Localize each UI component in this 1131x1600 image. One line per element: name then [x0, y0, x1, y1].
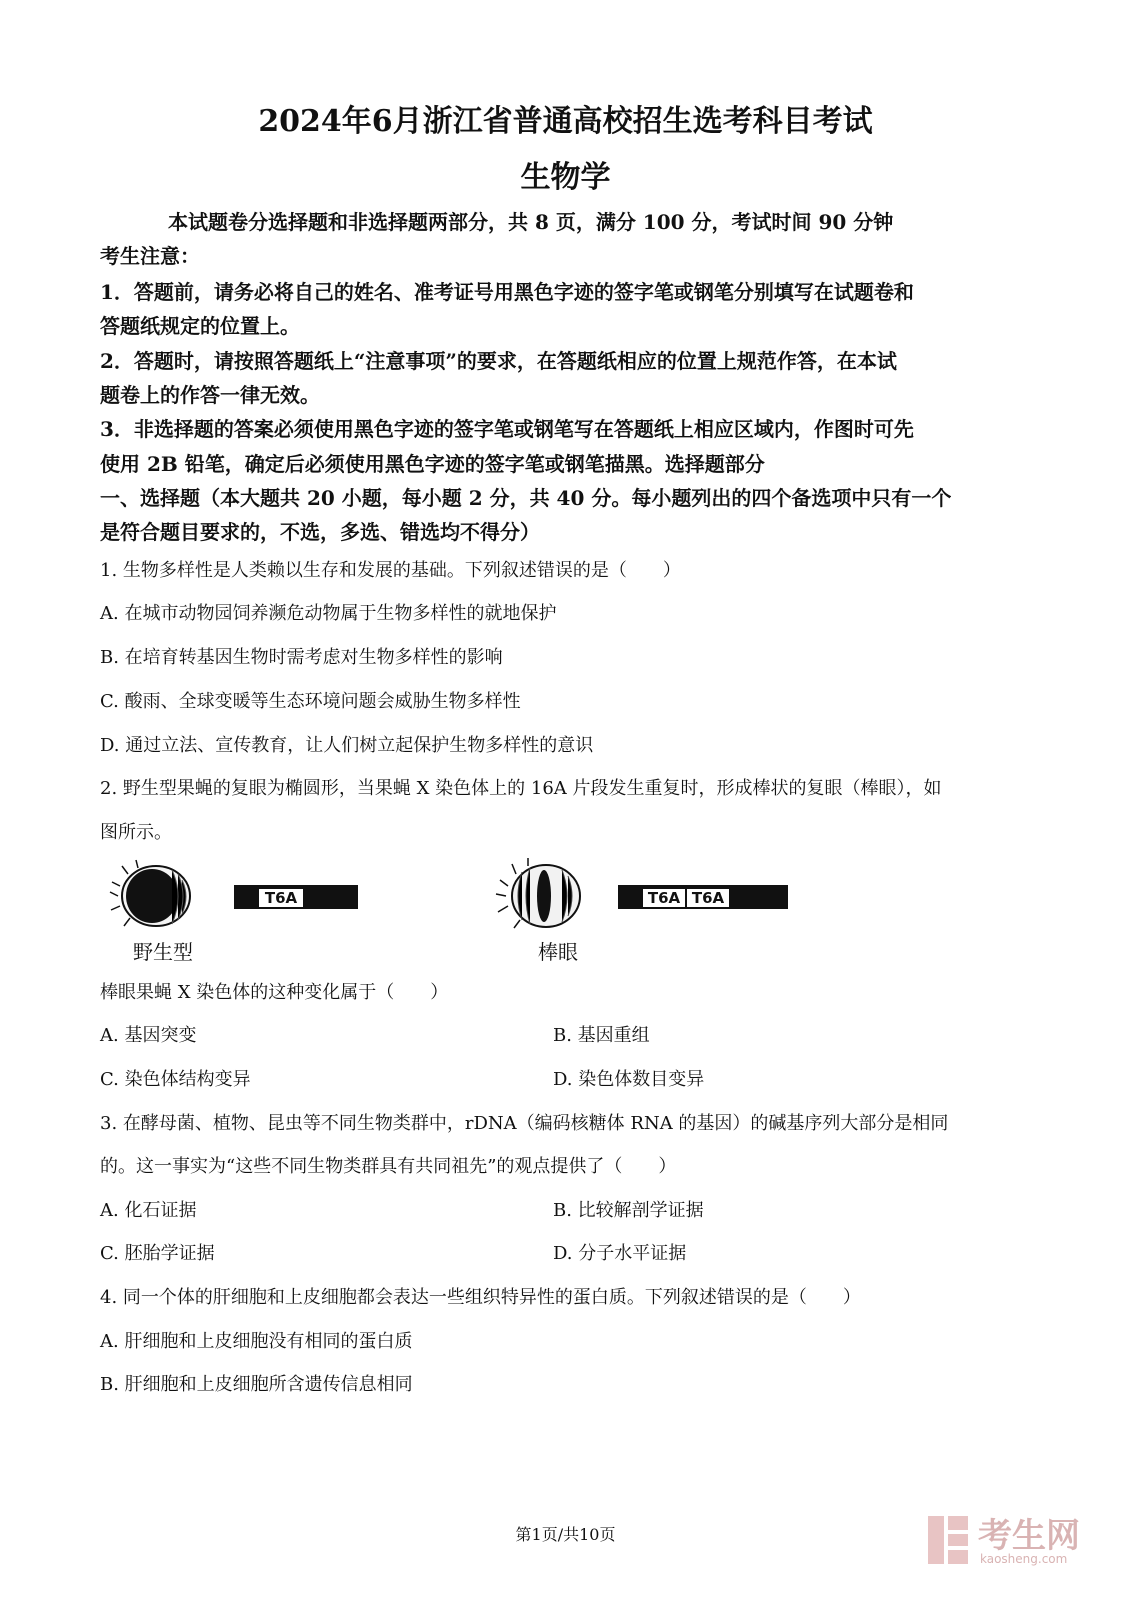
q4-option-b: B. 肝细胞和上皮细胞所含遗传信息相同: [100, 1374, 413, 1395]
notice-item-1-line2: 答题纸规定的位置上。: [100, 314, 300, 338]
q1-option-c: C. 酸雨、全球变暖等生态环境问题会威胁生物多样性: [100, 691, 521, 712]
q2-stem-line1: 2. 野生型果蝇的复眼为椭圆形，当果蝇 X 染色体上的 16A 片段发生重复时，形成棒状的复眼（棒眼），如: [100, 778, 942, 799]
page-number: 第1页/共10页: [515, 1525, 616, 1544]
q3-option-a: A. 化石证据: [100, 1200, 197, 1221]
bar-eye-label: 棒眼: [538, 940, 578, 964]
wild-type-label: 野生型: [133, 940, 193, 964]
notice-heading: 考生注意：: [100, 244, 200, 268]
wild-type-eye-illustration: [108, 856, 208, 936]
q3-stem-line1: 3. 在酵母菌、植物、昆虫等不同生物类群中，rDNA（编码核糖体 RNA 的基因）的碱基序列大部分是相同: [100, 1113, 949, 1134]
notice-item-2-line2: 题卷上的作答一律无效。: [100, 383, 320, 407]
exam-title: 2024年6月浙江省普通高校招生选考科目考试: [258, 104, 873, 139]
section-heading-line2: 是符合题目要求的，不选，多选、错选均不得分）: [100, 520, 540, 544]
subject-title: 生物学: [520, 160, 611, 195]
bar-eye-segment-2: T6A: [686, 888, 730, 908]
notice-item-2-line1: 2．答题时，请按照答题纸上“注意事项”的要求，在答题纸相应的位置上规范作答，在本试: [100, 349, 897, 373]
wild-type-segment: T6A: [258, 888, 304, 908]
q4-option-a: A. 肝细胞和上皮细胞没有相同的蛋白质: [100, 1331, 413, 1352]
bar-eye-chromosome-bar: [618, 885, 788, 909]
exam-intro: 本试题卷分选择题和非选择题两部分，共 8 页，满分 100 分，考试时间 90 分钟: [168, 210, 894, 234]
q3-option-c: C. 胚胎学证据: [100, 1243, 215, 1264]
q1-option-a: A. 在城市动物园饲养濒危动物属于生物多样性的就地保护: [100, 603, 557, 624]
watermark: [926, 1504, 1116, 1574]
q2-option-d: D. 染色体数目变异: [553, 1069, 705, 1090]
notice-item-1-line1: 1．答题前，请务必将自己的姓名、准考证号用黑色字迹的签字笔或钢笔分别填写在试题卷和: [100, 280, 914, 304]
q3-option-b: B. 比较解剖学证据: [553, 1200, 704, 1221]
section-heading-line1: 一、选择题（本大题共 20 小题，每小题 2 分，共 40 分。每小题列出的四个备选项中只有一个: [100, 486, 952, 510]
watermark-logo-icon: [926, 1514, 972, 1566]
bar-eye-segment-1: T6A: [642, 888, 686, 908]
q2-option-a: A. 基因突变: [100, 1025, 197, 1046]
q1-option-b: B. 在培育转基因生物时需考虑对生物多样性的影响: [100, 647, 503, 668]
q4-stem: 4. 同一个体的肝细胞和上皮细胞都会表达一些组织特异性的蛋白质。下列叙述错误的是（ ）: [100, 1287, 861, 1308]
watermark-url: kaosheng.com: [980, 1552, 1068, 1566]
q1-stem: 1. 生物多样性是人类赖以生存和发展的基础。下列叙述错误的是（ ）: [100, 560, 681, 581]
q2-stem-line2: 图所示。: [100, 822, 172, 843]
notice-item-3-line2: 使用 2B 铅笔，确定后必须使用黑色字迹的签字笔或钢笔描黑。选择题部分: [100, 452, 765, 476]
q2-option-b: B. 基因重组: [553, 1025, 650, 1046]
watermark-name: 考生网: [978, 1516, 1080, 1556]
notice-item-3-line1: 3．非选择题的答案必须使用黑色字迹的签字笔或钢笔写在答题纸上相应区域内，作图时可先: [100, 417, 914, 441]
q3-stem-line2: 的。这一事实为“这些不同生物类群具有共同祖先”的观点提供了（ ）: [100, 1156, 677, 1177]
wild-type-chromosome-bar: [234, 885, 358, 909]
q2-option-c: C. 染色体结构变异: [100, 1069, 251, 1090]
q2-question: 棒眼果蝇 X 染色体的这种变化属于（ ）: [100, 982, 449, 1003]
q3-option-d: D. 分子水平证据: [553, 1243, 687, 1264]
bar-eye-illustration: [492, 856, 592, 936]
q1-option-d: D. 通过立法、宣传教育，让人们树立起保护生物多样性的意识: [100, 735, 594, 756]
